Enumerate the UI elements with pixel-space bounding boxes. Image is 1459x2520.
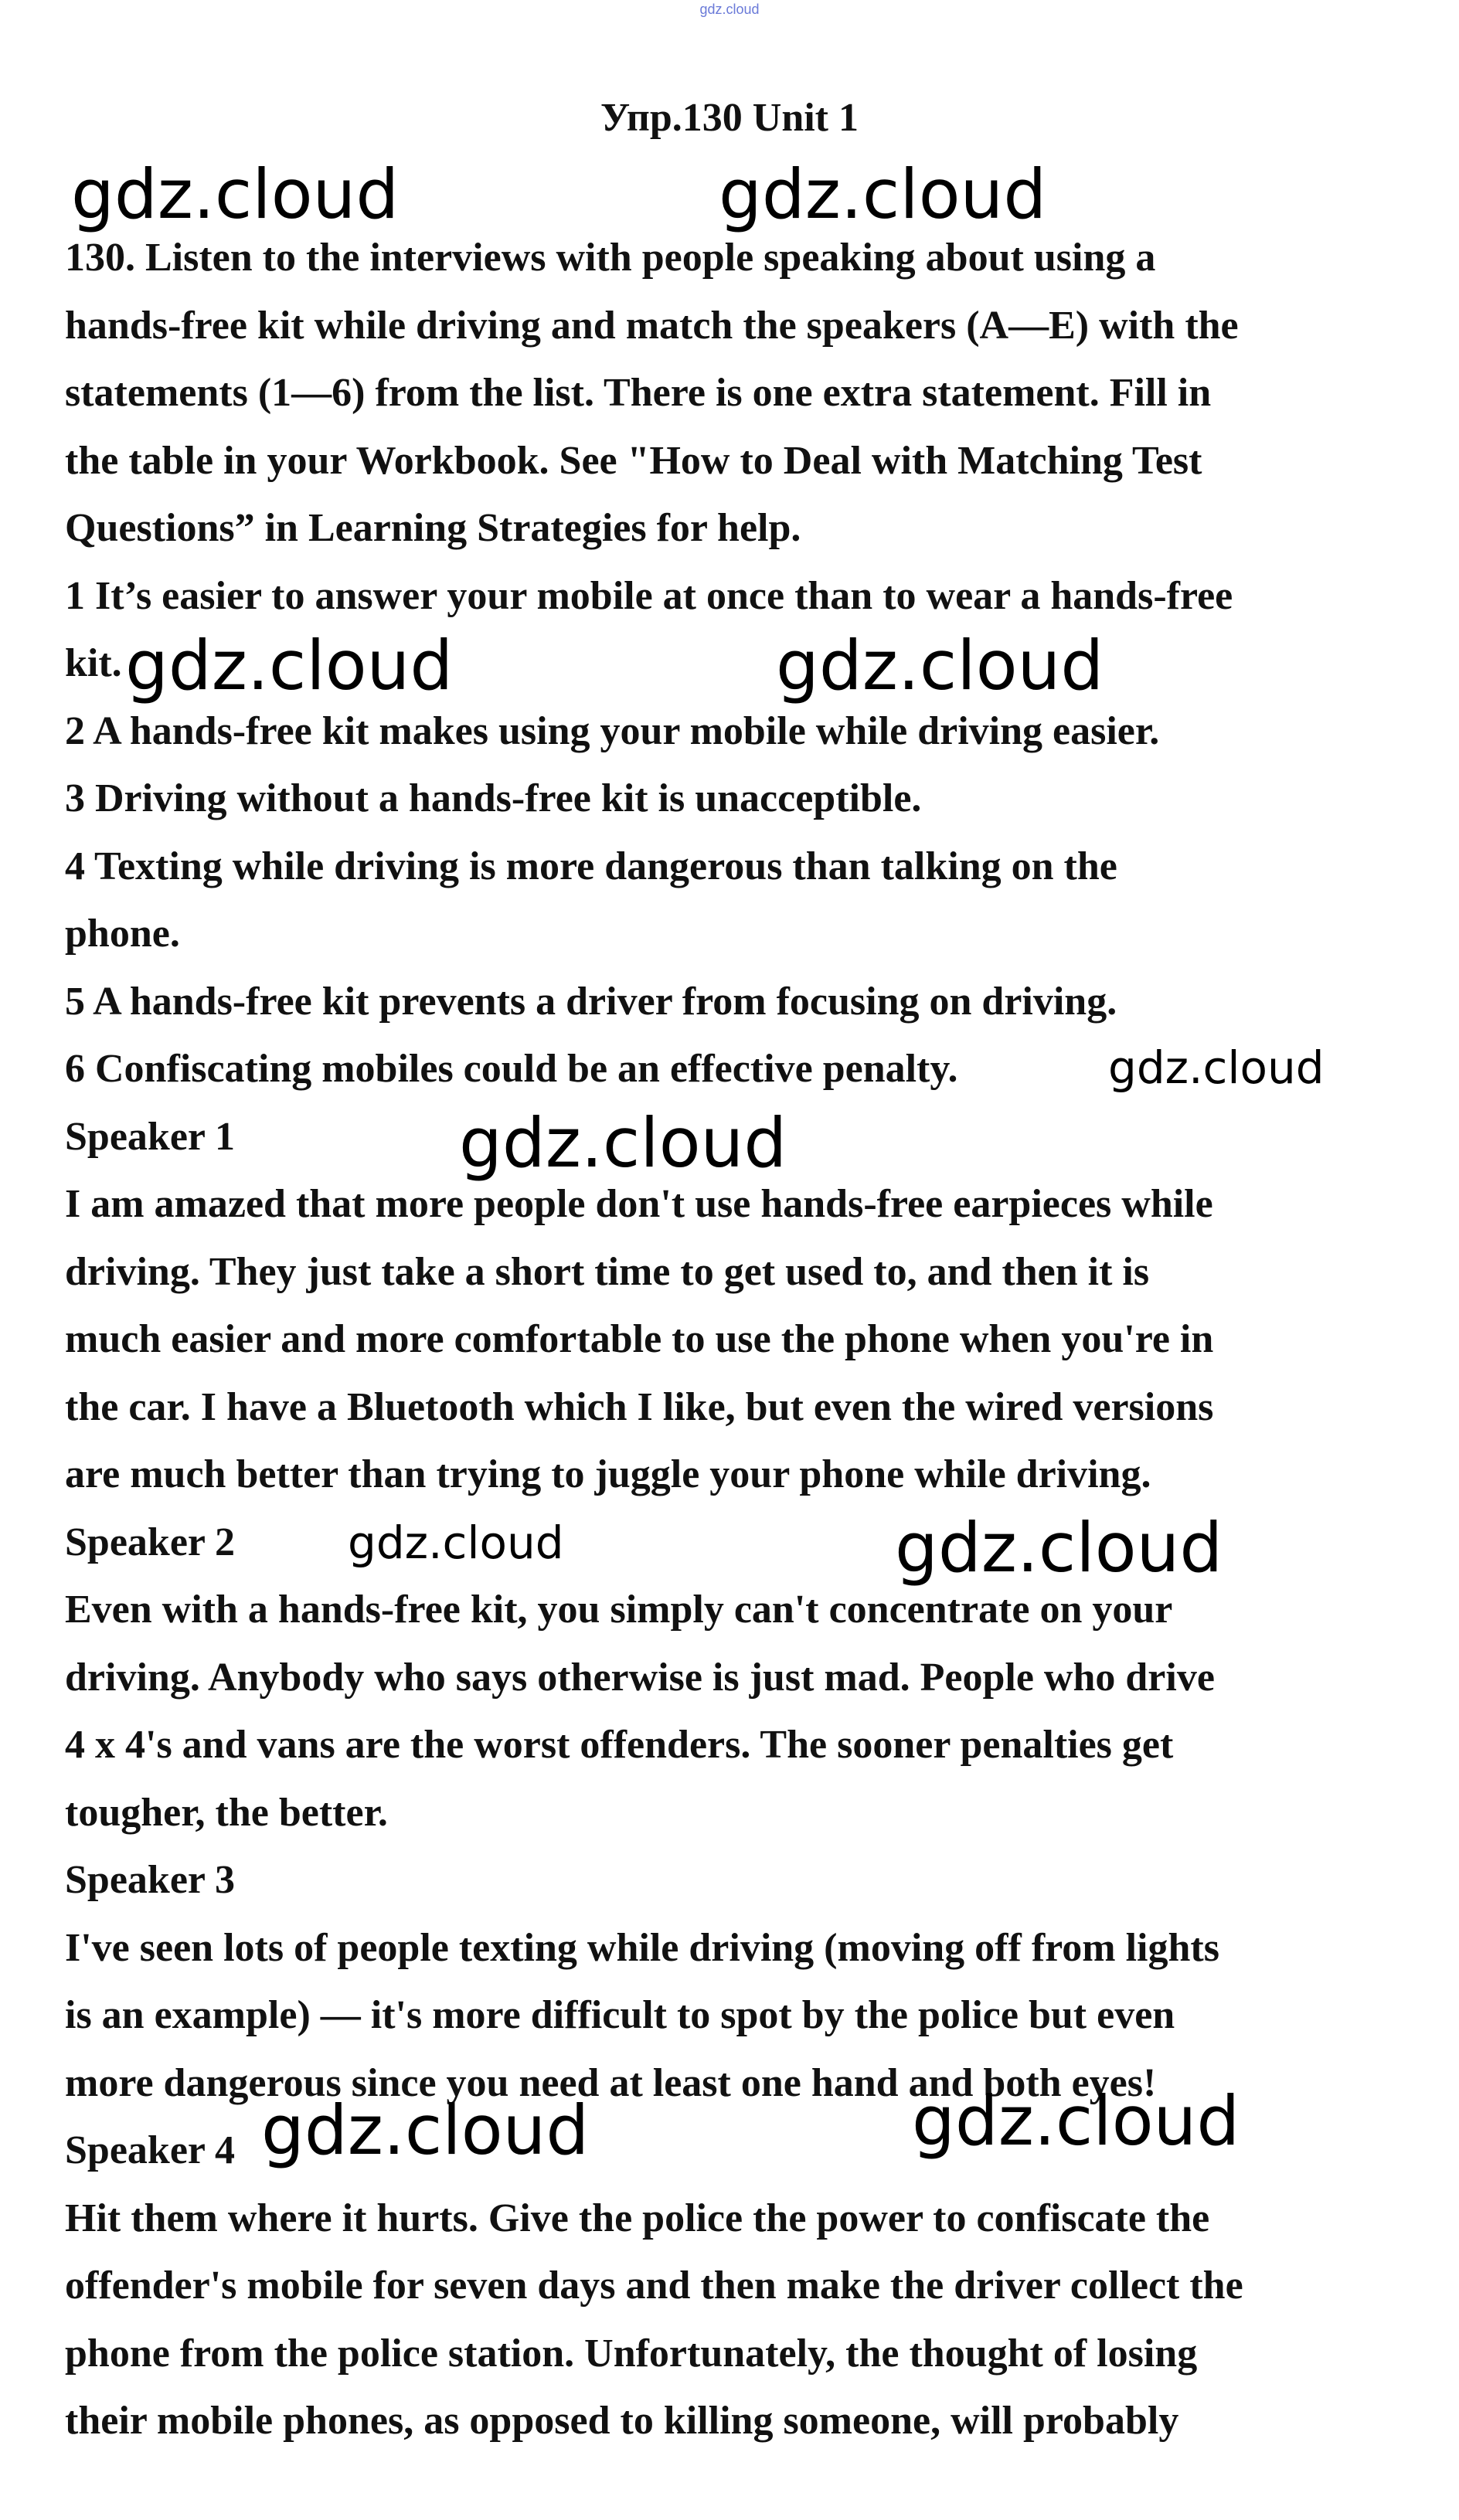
text-line: 4 x 4's and vans are the worst offenders. The sooner penalties get bbox=[65, 1723, 1174, 1767]
statement-line: kit. bbox=[65, 641, 122, 685]
text-line: Hit them where it hurts. Give the police the power to confiscate the bbox=[65, 2196, 1210, 2240]
text-line: more dangerous since you need at least one hand and both eyes! bbox=[65, 2060, 1157, 2105]
text-line: their mobile phones, as opposed to killing someone, will probably bbox=[65, 2399, 1179, 2443]
text-line: the table in your Workbook. See "How to Deal with Matching Test bbox=[65, 438, 1202, 483]
watermark: gdz.cloud bbox=[125, 626, 454, 705]
text-line: phone from the police station. Unfortunately, the thought of losing bbox=[65, 2331, 1198, 2376]
text-line: 130. Listen to the interviews with people speaking about using a bbox=[65, 236, 1156, 280]
watermark: gdz.cloud bbox=[895, 1508, 1223, 1588]
text-line: Questions” in Learning Strategies for help. bbox=[65, 506, 801, 550]
speaker-heading: Speaker 2 bbox=[65, 1520, 236, 1564]
watermark: gdz.cloud bbox=[71, 155, 400, 234]
text-line: much easier and more comfortable to use the phone when you're in bbox=[65, 1317, 1214, 1361]
speaker-heading: Speaker 3 bbox=[65, 1858, 236, 1902]
text-line: driving. Anybody who says otherwise is just mad. People who drive bbox=[65, 1655, 1215, 1700]
header-watermark: gdz.cloud bbox=[699, 2, 760, 17]
watermark: gdz.cloud bbox=[1108, 1041, 1325, 1094]
watermark: gdz.cloud bbox=[776, 626, 1104, 705]
statement-line: 1 It’s easier to answer your mobile at once than to wear a hands-free bbox=[65, 573, 1233, 618]
watermark: gdz.cloud bbox=[348, 1516, 564, 1569]
text-line: I've seen lots of people texting while driving (moving off from lights bbox=[65, 1925, 1219, 1970]
watermark: gdz.cloud bbox=[261, 2090, 590, 2170]
statement-line: 3 Driving without a hands-free kit is unacceptible. bbox=[65, 776, 922, 820]
text-line: tougher, the better. bbox=[65, 1790, 388, 1835]
text-line: the car. I have a Bluetooth which I like, but even the wired versions bbox=[65, 1384, 1214, 1429]
watermark: gdz.cloud bbox=[912, 2081, 1240, 2161]
statement-line: 2 A hands-free kit makes using your mobile while driving easier. bbox=[65, 708, 1160, 753]
statement-line: 4 Texting while driving is more dangerous than talking on the bbox=[65, 844, 1117, 888]
text-line: offender's mobile for seven days and then make the driver collect the bbox=[65, 2264, 1243, 2308]
watermark: gdz.cloud bbox=[719, 155, 1047, 234]
text-line: I am amazed that more people don't use hands-free earpieces while bbox=[65, 1182, 1213, 1226]
statement-line: 6 Confiscating mobiles could be an effective penalty. bbox=[65, 1047, 958, 1091]
speaker-heading: Speaker 4 bbox=[65, 2128, 236, 2172]
text-line: driving. They just take a short time to get used to, and then it is bbox=[65, 1249, 1150, 1294]
text-line: are much better than trying to juggle your phone while driving. bbox=[65, 1452, 1151, 1496]
text-line: Even with a hands-free kit, you simply can't concentrate on your bbox=[65, 1588, 1173, 1632]
text-line: hands-free kit while driving and match the speakers (A—E) with the bbox=[65, 303, 1239, 348]
text-line: is an example) — it's more difficult to spot by the police but even bbox=[65, 1993, 1175, 2037]
statement-line: 5 A hands-free kit prevents a driver from focusing on driving. bbox=[65, 979, 1117, 1024]
statement-line: phone. bbox=[65, 912, 180, 956]
page-title: Упр.130 Unit 1 bbox=[600, 96, 859, 140]
speaker-heading: Speaker 1 bbox=[65, 1114, 236, 1159]
text-line: statements (1—6) from the list. There is one extra statement. Fill in bbox=[65, 371, 1212, 415]
watermark: gdz.cloud bbox=[459, 1103, 787, 1183]
